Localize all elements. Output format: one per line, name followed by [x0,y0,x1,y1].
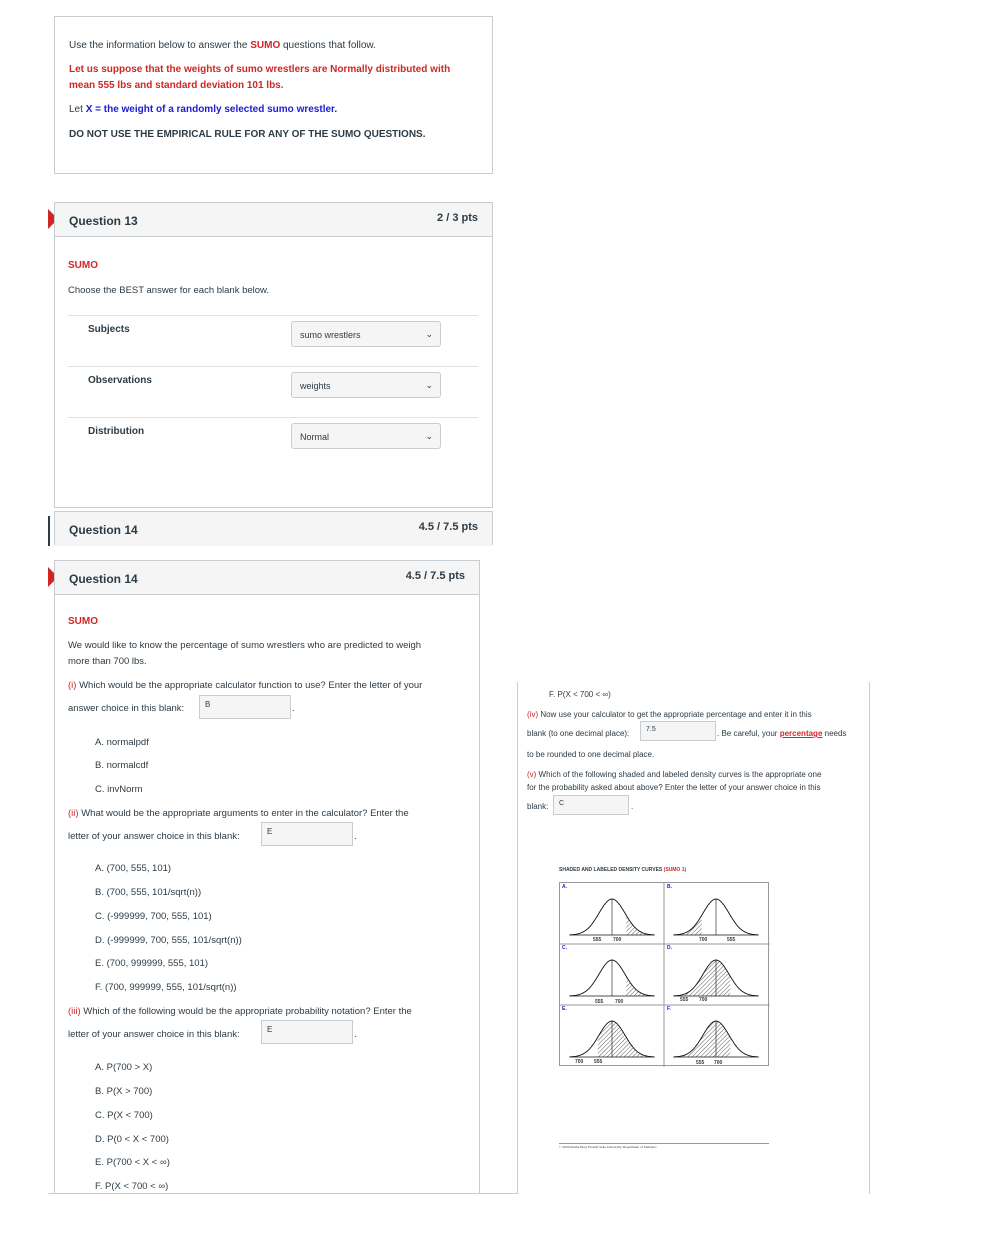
part3-choice: D. P(0 < X < 700) [95,1134,169,1145]
row-label-distribution: Distribution [88,426,145,437]
curve-e-label-right: 555 [594,1059,603,1065]
curve-shaded-area [674,915,701,935]
curve-letter-a: A. [562,884,567,890]
curve-c-label-left: 555 [595,999,604,1005]
part4-answer-input[interactable]: 7.5 [640,721,716,741]
question-13-points: 2 / 3 pts [437,212,478,224]
part5-prompt-b: for the probability asked about above? Enter the letter of your answer choice in this [527,783,821,792]
q14-intro-line1: We would like to know the percentage of sumo wrestlers who are predicted to weigh [68,640,422,651]
intro-blue-line: Let X = the weight of a randomly selected sumo wrestler. [69,104,338,115]
part1-answer-input[interactable]: B [199,695,291,719]
question-14-title: Question 14 [69,572,138,586]
part5-prompt-c: blank: [527,802,549,811]
percentage-link[interactable]: percentage [779,729,823,738]
footer-divider [559,1143,769,1144]
part4-prompt: (iv) Now use your calculator to get the appropriate percentage and enter it in this [527,710,812,719]
question-13-header [55,203,492,237]
curve-b-label-right: 555 [727,937,736,943]
curve-letter-c: C. [562,945,567,951]
curve-f-label-right: 700 [714,1060,723,1066]
part1-choice: B. normalcdf [95,760,149,771]
chevron-down-icon: ⌄ [425,380,433,390]
curve-d-label-left: 555 [680,997,689,1003]
chevron-down-icon: ⌄ [425,329,433,339]
curve-letter-f: F. [667,1006,671,1012]
divider [68,366,478,367]
density-curves-svg [560,883,770,1067]
part3-choice: E. P(700 < X < ∞) [95,1157,170,1168]
part2-choice: C. (-999999, 700, 555, 101) [95,911,212,922]
part5-answer-input[interactable]: C [553,795,629,815]
part3-answer-input[interactable]: E [261,1020,353,1044]
part2-choice: D. (-999999, 700, 555, 101/sqrt(n)) [95,935,242,946]
bottom-divider [48,1193,518,1194]
curve-a-label-right: 700 [613,937,622,943]
q14-sumo-tag: SUMO [68,616,98,627]
question-14-points-sticky: 4.5 / 7.5 pts [418,521,478,533]
divider [68,315,478,316]
part1-choice: C. invNorm [95,784,143,795]
part1-prompt: (i) Which would be the appropriate calculator function to use? Enter the letter of your [68,680,423,691]
curve-letter-e: E. [562,1006,567,1012]
question-14-points: 4.5 / 7.5 pts [405,570,465,582]
distribution-select[interactable]: Normal ⌄ [291,423,441,449]
curve-shaded-area [598,1021,654,1057]
intro-caps-line: DO NOT USE THE EMPIRICAL RULE FOR ANY OF THE SUMO QUESTIONS. [69,129,426,140]
part2-prompt-b: letter of your answer choice in this blank: [68,831,240,842]
part3-choice: C. P(X < 700) [95,1110,153,1121]
part3-choice: B. P(X > 700) [95,1086,153,1097]
curve-letter-d: D. [667,945,672,951]
curve-a-label-left: 555 [593,937,602,943]
curve-b-label-left: 700 [699,937,708,943]
part3-choice: F. P(X < 700 < ∞) [95,1181,169,1192]
observations-select[interactable]: weights ⌄ [291,372,441,398]
curve-f-label-left: 555 [696,1060,705,1066]
row-label-subjects: Subjects [88,324,130,335]
part2-choice: A. (700, 555, 101) [95,863,172,874]
chevron-down-icon: ⌄ [425,431,433,441]
part1-prompt-b: answer choice in this blank: [68,703,185,714]
part4-prompt-c: . Be careful, your percentage needs [717,729,847,738]
curve-letter-b: B. [667,884,672,890]
question-14-title-sticky: Question 14 [69,523,138,537]
q14-intro-line2: more than 700 lbs. [68,656,147,667]
question-13-title: Question 13 [69,214,138,228]
intro-red-line1: Let us suppose that the weights of sumo wrestlers are Normally distributed with [69,64,451,75]
question-14-header-sticky [54,511,493,545]
curve-shaded-area [674,1021,730,1057]
part2-choice: E. (700, 999999, 555, 101) [95,958,209,969]
curve-d-label-right: 700 [699,997,708,1003]
question-13-card [54,202,493,508]
intro-box [54,16,493,174]
part2-choice: F. (700, 999999, 555, 101/sqrt(n)) [95,982,237,993]
question-14-header [55,561,479,595]
curve-c-label-right: 700 [615,999,624,1005]
part1-choice: A. normalpdf [95,737,149,748]
divider [68,417,478,418]
intro-line1: Use the information below to answer the SUMO questions that follow. [69,40,376,51]
right-panel-left-border [517,682,518,1194]
curve-shaded-area [626,976,653,996]
part3-prompt-b: letter of your answer choice in this blank: [68,1029,240,1040]
subjects-select[interactable]: sumo wrestlers ⌄ [291,321,441,347]
q13-instructions: Choose the BEST answer for each blank below. [68,285,270,296]
part3-prompt: (iii) Which of the following would be the appropriate probability notation? Enter the [68,1006,412,1017]
part2-prompt: (ii) What would be the appropriate arguments to enter in the calculator? Enter the [68,808,409,819]
footer-copyright: © 2020 Radha Bose Florida State University Department of Statistics [559,1145,657,1149]
part5-prompt: (v) Which of the following shaded and labeled density curves is the appropriate one [527,770,822,779]
intro-red-line2: mean 555 lbs and standard deviation 101 lbs. [69,80,284,91]
curve-shaded-area [674,960,730,996]
part2-answer-input[interactable]: E [261,822,353,846]
part4-prompt-b: blank (to one decimal place): [527,729,630,738]
row-label-observations: Observations [88,375,152,386]
q13-sumo-tag: SUMO [68,260,98,271]
part2-choice: B. (700, 555, 101/sqrt(n)) [95,887,202,898]
part3-choice: A. P(700 > X) [95,1062,153,1073]
curve-e-label-left: 700 [575,1059,584,1065]
right-top-choice: F. P(X < 700 < ∞) [549,690,611,699]
curve-shaded-area [626,915,653,935]
part4-prompt-e: to be rounded to one decimal place. [527,750,655,759]
right-panel-right-border [869,682,870,1194]
cursor-bar [48,516,50,546]
curves-title: SHADED AND LABELED DENSITY CURVES (SUMO 1) [559,867,687,873]
density-curves-grid [559,882,769,1066]
